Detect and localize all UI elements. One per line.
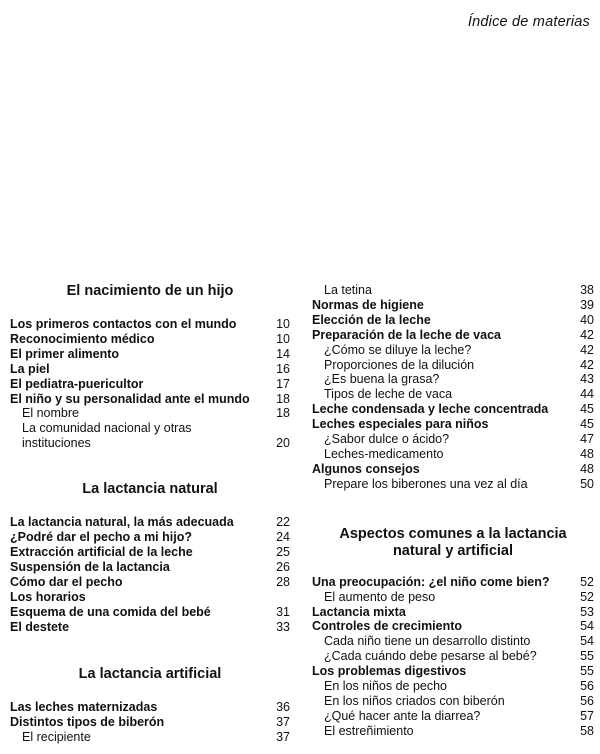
toc-entry: [312, 283, 594, 298]
toc-entry-page-number: 47: [580, 432, 594, 447]
toc-entry-page-number: 20: [276, 436, 290, 451]
toc-entry-page-number: 26: [276, 559, 290, 574]
toc-entry: [312, 709, 594, 724]
toc-entry-page-number: 42: [580, 342, 594, 357]
toc-entry-title: Controles de crecimiento: [312, 619, 463, 634]
toc-entry: [312, 298, 594, 313]
toc-entry: [312, 694, 594, 709]
toc-entry-title: El aumento de peso: [324, 589, 436, 604]
toc-entry: [10, 377, 290, 392]
toc-entry-title: La comunidad nacional y otras: [22, 421, 192, 436]
toc-entry-title: ¿Cómo se diluye la leche?: [324, 342, 472, 357]
toc-entry-page-number: 44: [580, 387, 594, 402]
toc-entry: [10, 421, 290, 436]
toc-entry-page-number: 54: [580, 619, 594, 634]
toc-entry: [312, 619, 594, 634]
toc-entry: [10, 620, 290, 635]
toc-entry-page-number: 25: [276, 544, 290, 559]
toc-entry: [10, 605, 290, 620]
toc-entry: [10, 575, 290, 590]
toc-entry: [312, 575, 594, 590]
toc-entry: [312, 634, 594, 649]
toc-entry-page-number: 38: [580, 283, 594, 297]
toc-entry: [312, 447, 594, 462]
toc-entry-title: Cómo dar el pecho: [10, 574, 123, 589]
toc-entry-title: Leches-medicamento: [324, 446, 444, 461]
toc-entry-title: Una preocupación: ¿el niño come bien?: [312, 574, 550, 589]
toc-entry-title: El pediatra-puericultor: [10, 376, 144, 391]
running-head: Índice de materias: [467, 14, 590, 30]
toc-entry-title: ¿Qué hacer ante la diarrea?: [324, 708, 481, 723]
toc-entry: [312, 343, 594, 358]
toc-entry: [312, 372, 594, 387]
toc-entry-page-number: 37: [276, 715, 290, 730]
toc-entry-title: Leches especiales para niños: [312, 417, 489, 432]
toc-entry-title: Reconocimiento médico: [10, 331, 155, 346]
toc-entry: [10, 392, 290, 407]
toc-entry: [312, 649, 594, 664]
toc-entry-title: El destete: [10, 619, 70, 634]
toc-entry-title: Normas de higiene: [312, 297, 424, 312]
toc-entry: [10, 590, 290, 605]
toc-entry: [312, 313, 594, 328]
toc-entry-page-number: 10: [276, 317, 290, 331]
section-title: El nacimiento de un hijo: [66, 283, 234, 299]
toc-entry: [312, 477, 594, 492]
toc-entry-page-number: 33: [276, 619, 290, 634]
section-title: La lactancia natural: [82, 481, 218, 498]
toc-entry-title: En los niños criados con biberón: [324, 693, 505, 708]
toc-entry-title: Cada niño tiene un desarrollo distinto: [324, 634, 531, 649]
section-title-block: [312, 526, 594, 560]
toc-entry: [10, 362, 290, 377]
section-title: La lactancia artificial: [78, 666, 222, 683]
toc-entry: [312, 328, 594, 343]
section-title: Aspectos comunes a la lactancia: [339, 525, 567, 542]
toc-entry-page-number: 14: [276, 346, 290, 361]
toc-entry-title: El recipiente: [22, 730, 91, 745]
toc-entry-page-number: 45: [580, 402, 594, 417]
toc-entry: [312, 724, 594, 739]
toc-entry-title: ¿Sabor dulce o ácido?: [324, 432, 450, 447]
toc-entry: [312, 387, 594, 402]
toc-entry-page-number: 37: [276, 730, 290, 745]
toc-entry-page-number: 10: [276, 331, 290, 346]
toc-entry-title: Las leches maternizadas: [10, 700, 158, 715]
toc-entry: [10, 730, 290, 745]
toc-entry-page-number: 53: [580, 604, 594, 619]
toc-entry-title: Distintos tipos de biberón: [10, 715, 165, 730]
toc-entry-page-number: 42: [580, 357, 594, 372]
toc-entry-title: Preparación de la leche de vaca: [312, 327, 501, 342]
toc-entry-title: Lactancia mixta: [312, 604, 406, 619]
toc-entry-page-number: 54: [580, 634, 594, 649]
toc-entry-title: El primer alimento: [10, 346, 120, 361]
toc-entry: [312, 402, 594, 417]
toc-entry-title: Suspensión de la lactancia: [10, 559, 170, 574]
toc-entry-page-number: 55: [580, 664, 594, 679]
toc-entry-title: Los horarios: [10, 589, 86, 604]
toc-entry-title: Leche condensada y leche concentrada: [312, 402, 549, 417]
toc-entry-title: Los primeros contactos con el mundo: [10, 317, 237, 331]
toc-entry-title: La lactancia natural, la más adecuada: [10, 515, 234, 530]
toc-entry: [312, 358, 594, 373]
toc-entry-title: La tetina: [324, 283, 372, 297]
toc-entry-page-number: 52: [580, 589, 594, 604]
toc-entry-page-number: 50: [580, 476, 594, 491]
toc-list: [10, 700, 290, 745]
toc-entry-title: Prepare los biberones una vez al día: [324, 476, 528, 491]
toc-entry-page-number: 28: [276, 574, 290, 589]
toc-entry: [10, 406, 290, 421]
toc-list: [312, 283, 594, 492]
toc-entry-page-number: 36: [276, 700, 290, 715]
toc-entry: [10, 700, 290, 715]
toc-entry: [10, 347, 290, 362]
toc-entry-title: Los problemas digestivos: [312, 664, 467, 679]
toc-entry-title: Elección de la leche: [312, 312, 431, 327]
toc-entry: [312, 664, 594, 679]
toc-entry: [10, 560, 290, 575]
toc-entry: [312, 605, 594, 620]
toc-entry-page-number: 58: [580, 723, 594, 738]
toc-entry-title: instituciones: [22, 436, 91, 451]
toc-entry-page-number: 31: [276, 604, 290, 619]
toc-entry-page-number: 40: [580, 312, 594, 327]
toc-list: [10, 515, 290, 634]
toc-entry-title: En los niños de pecho: [324, 679, 448, 694]
toc-right-column: [312, 283, 594, 739]
toc-entry-title: El estreñimiento: [324, 723, 414, 738]
toc-entry: [10, 530, 290, 545]
toc-entry: [10, 317, 290, 332]
toc-entry-page-number: 56: [580, 693, 594, 708]
toc-entry: [312, 417, 594, 432]
toc-entry-title: Algunos consejos: [312, 461, 420, 476]
toc-entry-title: Extracción artificial de la leche: [10, 544, 193, 559]
toc-entry-page-number: 17: [276, 376, 290, 391]
toc-entry-page-number: 52: [580, 574, 594, 589]
toc-entry-title: ¿Es buena la grasa?: [324, 372, 440, 387]
toc-entry: [10, 332, 290, 347]
toc-entry-page-number: 24: [276, 530, 290, 545]
toc-entry-page-number: 16: [276, 361, 290, 376]
toc-entry-title: ¿Podré dar el pecho a mi hijo?: [10, 530, 192, 545]
toc-entry-page-number: 55: [580, 649, 594, 664]
toc-entry: [312, 462, 594, 477]
toc-entry-page-number: 45: [580, 417, 594, 432]
toc-entry-title: ¿Cada cuándo debe pesarse al bebé?: [324, 649, 537, 664]
toc-entry-page-number: 22: [276, 515, 290, 530]
toc-entry: [10, 436, 290, 451]
toc-entry: [10, 715, 290, 730]
toc-entry-page-number: 18: [276, 406, 290, 421]
toc-entry-page-number: 48: [580, 461, 594, 476]
toc-entry-title: El niño y su personalidad ante el mundo: [10, 391, 250, 406]
toc-entry: [312, 590, 594, 605]
toc-entry-title: Esquema de una comida del bebé: [10, 604, 211, 619]
toc-list: [312, 575, 594, 739]
toc-entry-page-number: 57: [580, 708, 594, 723]
toc-entry: [312, 432, 594, 447]
toc-entry-title: La piel: [10, 361, 50, 376]
toc-entry: [10, 515, 290, 530]
section-title: natural y artificial: [392, 542, 514, 559]
toc-entry-page-number: 48: [580, 446, 594, 461]
toc-entry-page-number: 56: [580, 679, 594, 694]
toc-entry-title: Proporciones de la dilución: [324, 357, 475, 372]
toc-left-column: [10, 283, 290, 745]
toc-entry-title: El nombre: [22, 406, 79, 421]
toc-entry-page-number: 43: [580, 372, 594, 387]
toc-entry: [312, 679, 594, 694]
toc-entry-page-number: 18: [276, 391, 290, 406]
toc-entry-page-number: 42: [580, 327, 594, 342]
toc-entry-title: Tipos de leche de vaca: [324, 387, 453, 402]
toc-list: [10, 317, 290, 451]
toc-entry-page-number: 39: [580, 297, 594, 312]
toc-entry: [10, 545, 290, 560]
